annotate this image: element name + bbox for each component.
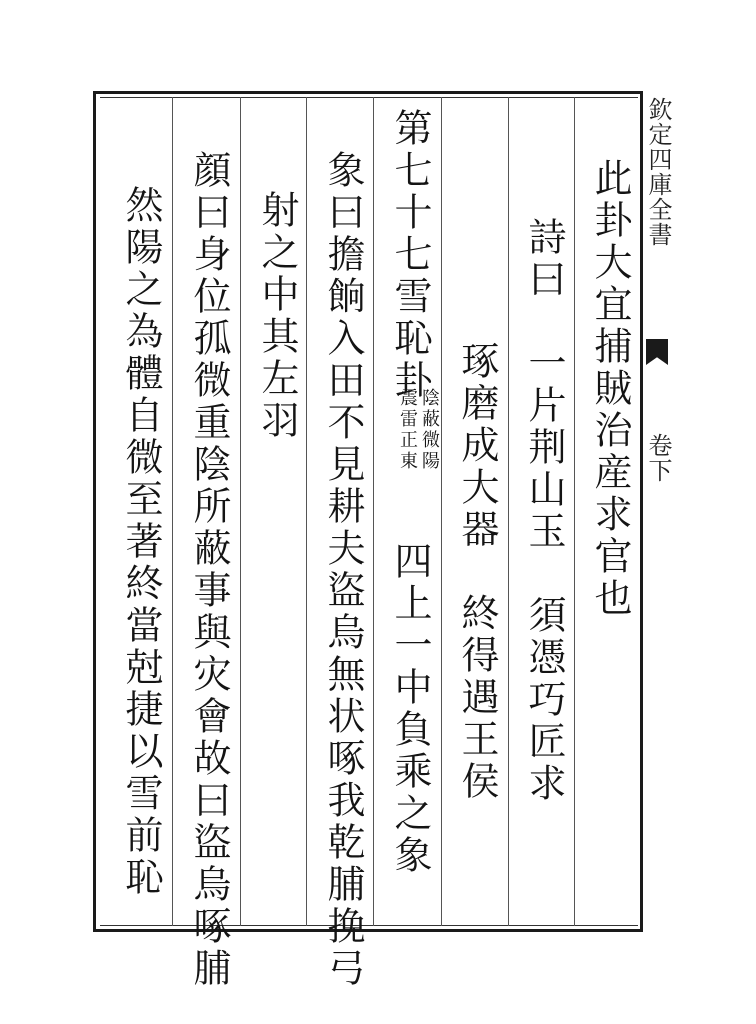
text-column-7: 顔曰身位孤微重陰所蔽事與灾會故曰盜烏啄脯 — [187, 150, 231, 990]
text-column-8: 然陽之為體自微至著終當尅捷以雪前恥 — [119, 185, 163, 899]
column-rule — [373, 97, 374, 926]
annotation-left: 震雷正東 — [397, 388, 418, 472]
text-column-6: 射之中其左羽 — [255, 190, 299, 442]
chapter-heading-tail: 四上一中負乘之象 — [388, 541, 432, 877]
column-rule — [306, 97, 307, 926]
column-rule — [172, 97, 173, 926]
text-column-3: 琢磨成大器 終得遇王侯 — [455, 341, 499, 803]
text-column-5: 象曰擔餉入田不見耕夫盜烏無状啄我乾脯挽弓 — [321, 150, 365, 990]
inline-annotation — [398, 388, 438, 472]
volume-label: 卷下 — [644, 433, 672, 483]
chapter-heading: 第七十七雪恥卦 — [388, 108, 432, 402]
text-column-1: 此卦大宜捕賊治産求官也 — [588, 158, 632, 620]
text-column-2: 詩曰 一片荆山玉 須憑巧匠求 — [522, 217, 566, 805]
fore-edge-margin — [643, 91, 673, 932]
column-rule — [574, 97, 575, 926]
column-rule — [508, 97, 509, 926]
book-title: 欽定四庫全書 — [644, 97, 672, 247]
column-rule — [240, 97, 241, 926]
column-rule — [441, 97, 442, 926]
annotation-right: 陰蔽微陽 — [419, 388, 440, 472]
